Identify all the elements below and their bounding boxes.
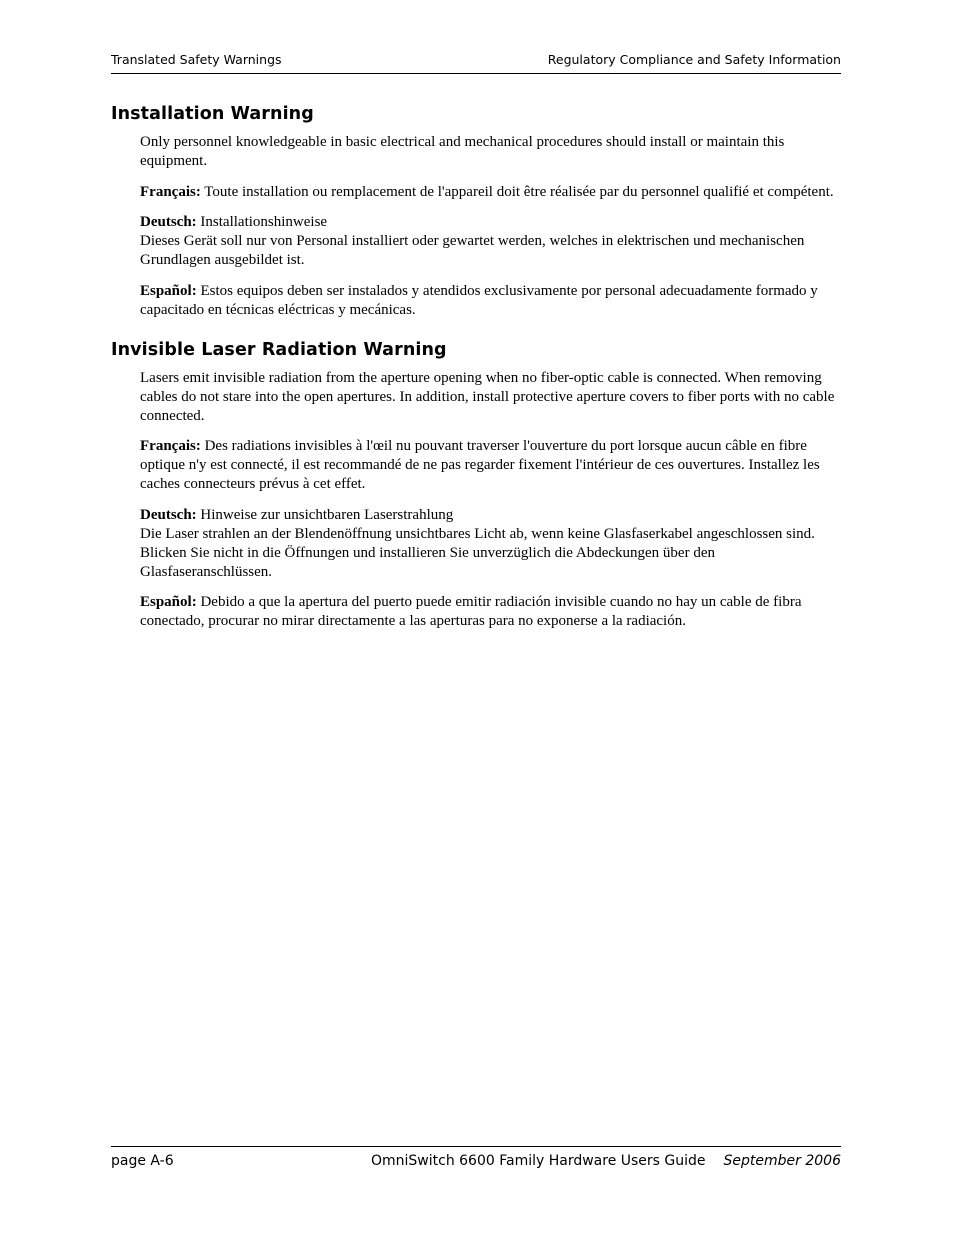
- guide-title: OmniSwitch 6600 Family Hardware Users Guide: [370, 1153, 706, 1169]
- language-label: Français:: [140, 438, 201, 454]
- paragraph-text: Toute installation ou remplacement de l'appareil doit être réalisée par du personnel qualifié et compétent.: [200, 183, 834, 200]
- paragraph-text: Die Laser strahlen an der Blendenöffnung unsichtbares Licht ab, wenn keine Glasfaserkabel angeschlossen sind. Blicken Sie nicht in die Öffnungen und installieren Sie unverzüglich die Abdeckungen über den Glasfaseranschlüssen.: [140, 525, 815, 580]
- footer-guide-info: [371, 1153, 841, 1169]
- paragraph-english: [140, 133, 842, 171]
- paragraph-spanish: [140, 593, 842, 631]
- section-title-installation-warning: Installation Warning: [111, 104, 314, 124]
- language-label: Español:: [140, 594, 197, 610]
- paragraph-subtitle: Installationshinweise: [196, 214, 328, 230]
- page-number: page A-6: [111, 1153, 174, 1169]
- paragraph-english: [140, 369, 842, 426]
- paragraph-text: Only personnel knowledgeable in basic electrical and mechanical procedures should install or maintain this equipment.: [140, 134, 785, 169]
- paragraph-text: Lasers emit invisible radiation from the aperture opening when no fiber-optic cable is connected. When removing cables do not stare into the open apertures. In addition, install protective aperture covers to fiber ports with no cable connected.: [140, 369, 835, 424]
- page-header: [111, 51, 841, 74]
- page-footer: [111, 1146, 841, 1173]
- language-label: Español:: [140, 282, 197, 299]
- paragraph-text: Estos equipos deben ser instalados y atendidos exclusivamente por personal adecuadamente formado y capacitado en técnicas eléctricas y mecánicas.: [140, 282, 818, 318]
- paragraph-text: Dieses Gerät soll nur von Personal installiert oder gewartet werden, welches in elektrischen und mechanischen Grundlagen ausgebildet ist.: [140, 233, 805, 268]
- paragraph-german: [140, 506, 842, 582]
- language-label: Deutsch:: [140, 506, 197, 523]
- paragraph-text: Debido a que la apertura del puerto puede emitir radiación invisible cuando no hay un cable de fibra conectado, procurar no mirar directamente a las aperturas para no exponerse a la radiación.: [140, 594, 802, 629]
- paragraph-spanish: [140, 282, 842, 320]
- paragraph-german: [140, 213, 842, 270]
- paragraph-french: [140, 183, 842, 202]
- language-label: Français:: [140, 183, 201, 200]
- language-label: Deutsch:: [140, 214, 197, 230]
- paragraph-text: Des radiations invisibles à l'œil nu pouvant traverser l'ouverture du port lorsque aucun câble en fibre optique n'y est connecté, il est recommandé de ne pas regarder fixement l'intérieur de ces ouvertures. Installez les caches connecteurs prévus à cet effet.: [140, 438, 820, 492]
- paragraph-subtitle: Hinweise zur unsichtbaren Laserstrahlung: [196, 506, 454, 523]
- page-content: [111, 104, 842, 643]
- header-section-title: Translated Safety Warnings: [111, 52, 282, 67]
- section-title-laser-warning: Invisible Laser Radiation Warning: [111, 339, 447, 360]
- paragraph-french: [140, 437, 842, 494]
- header-chapter-title: Regulatory Compliance and Safety Information: [547, 52, 841, 67]
- publication-date: September 2006: [723, 1153, 841, 1169]
